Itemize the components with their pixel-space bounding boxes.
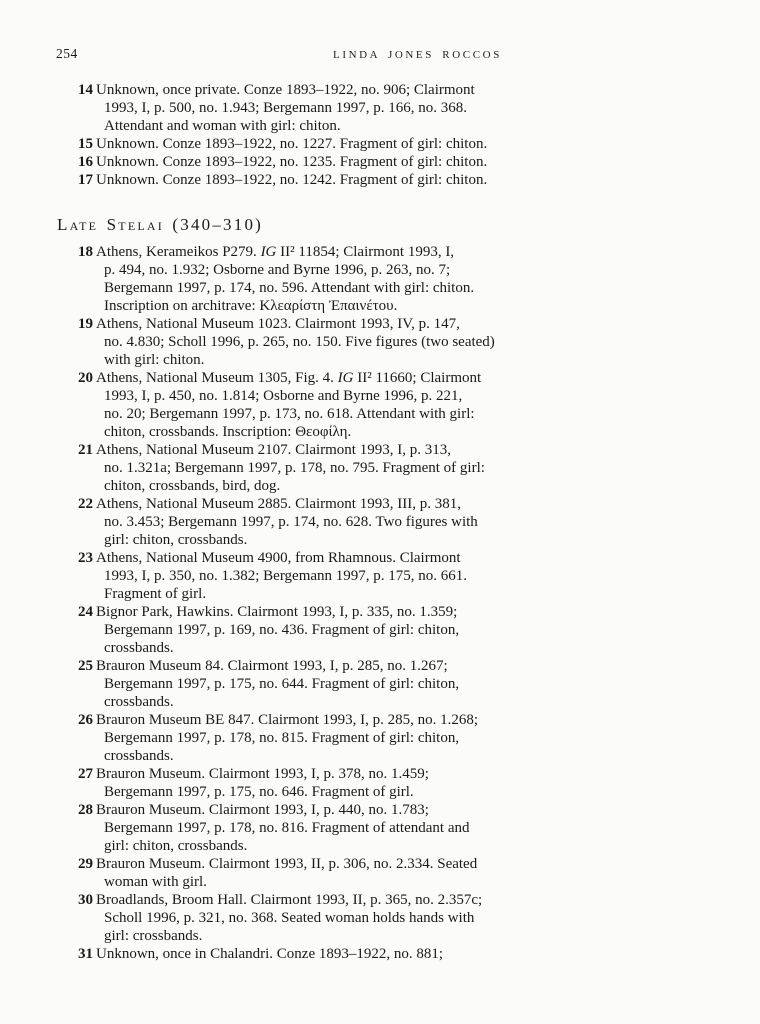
entry-number: 23 [78,550,93,566]
catalog-entry: 14 Unknown, once private. Conze 1893–1922, no. 906; Clairmont 1993, I, p. 500, no. 1.943; Bergemann 1997, p. 166, no. 368. Attendant and woman with girl: chiton. [78,82,475,134]
entry-number: 28 [78,802,93,818]
page-number: 254 [56,46,78,61]
entry-number: 26 [78,712,93,728]
entry-number: 25 [78,658,93,674]
entry-number: 18 [78,244,93,260]
entry-number: 17 [78,172,93,188]
entry-number: 19 [78,316,93,332]
entry-number: 30 [78,892,93,908]
italic-citation: IG [260,244,277,260]
catalog-entry: 31 Unknown, once in Chalandri. Conze 1893–1922, no. 881; [78,946,444,962]
catalog-entry: 17 Unknown. Conze 1893–1922, no. 1242. Fragment of girl: chiton. [78,172,488,188]
catalog-entry: 23 Athens, National Museum 4900, from Rhamnous. Clairmont 1993, I, p. 350, no. 1.382; Bergemann 1997, p. 175, no. 661. Fragment of girl. [78,550,468,602]
catalog-entry: 19 Athens, National Museum 1023. Clairmont 1993, IV, p. 147, no. 4.830; Scholl 1996, p. 265, no. 150. Five figures (two seated) with girl: chiton. [78,316,495,368]
catalog-entry: 27 Brauron Museum. Clairmont 1993, I, p. 378, no. 1.459; Bergemann 1997, p. 175, no. 646. Fragment of girl. [78,766,429,800]
entry-number: 22 [78,496,93,512]
entry-number: 24 [78,604,93,620]
catalog-entry: 16 Unknown. Conze 1893–1922, no. 1235. Fragment of girl: chiton. [78,154,488,170]
italic-citation: IG [337,370,354,386]
catalog-entry: 22 Athens, National Museum 2885. Clairmont 1993, III, p. 381, no. 3.453; Bergemann 1997, p. 174, no. 628. Two figures with girl: chiton, crossbands. [78,496,478,548]
catalog-entry: 25 Brauron Museum 84. Clairmont 1993, I, p. 285, no. 1.267; Bergemann 1997, p. 175, no. 644. Fragment of girl: chiton, crossbands. [78,658,460,710]
entry-number: 21 [78,442,93,458]
catalog-entry: 24 Bignor Park, Hawkins. Clairmont 1993, I, p. 335, no. 1.359; Bergemann 1997, p. 169, no. 436. Fragment of girl: chiton, crossbands. [78,604,460,656]
catalog-entry: 18 Athens, Kerameikos P279. IG II² 11854; Clairmont 1993, I, p. 494, no. 1.932; Osborne and Byrne 1996, p. 263, no. 7; Bergemann 1997, p. 174, no. 596. Attendant with girl: chiton. Inscription on architrave: Κλεαρίστη Ἐπαινέτου. [78,244,475,314]
catalog-entry: 30 Broadlands, Broom Hall. Clairmont 1993, II, p. 365, no. 2.357c; Scholl 1996, p. 321, no. 368. Seated woman holds hands with girl: crossbands. [78,892,483,944]
catalog-entry: 26 Brauron Museum BE 847. Clairmont 1993, I, p. 285, no. 1.268; Bergemann 1997, p. 178, no. 815. Fragment of girl: chiton, crossbands. [78,712,479,764]
running-head: LINDA JONES ROCCOS [333,49,502,61]
section-heading: Late Stelai (340–310) [57,215,264,234]
catalog-entry: 21 Athens, National Museum 2107. Clairmont 1993, I, p. 313, no. 1.321a; Bergemann 1997, p. 178, no. 795. Fragment of girl: chiton, crossbands, bird, dog. [78,442,485,494]
entry-number: 29 [78,856,93,872]
catalog-body [57,81,617,963]
entry-number: 20 [78,370,93,386]
catalog-entry: 28 Brauron Museum. Clairmont 1993, I, p. 440, no. 1.783; Bergemann 1997, p. 178, no. 816. Fragment of attendant and girl: chiton, crossbands. [78,802,470,854]
catalog-entry: 29 Brauron Museum. Clairmont 1993, II, p. 306, no. 2.334. Seated woman with girl. [78,856,478,890]
entry-list-late [57,243,617,963]
entry-number: 27 [78,766,93,782]
entry-list-early [57,81,617,189]
catalog-entry: 15 Unknown. Conze 1893–1922, no. 1227. Fragment of girl: chiton. [78,136,488,152]
entry-number: 31 [78,946,93,962]
entry-number: 16 [78,154,93,170]
entry-number: 14 [78,82,93,98]
catalog-entry: 20 Athens, National Museum 1305, Fig. 4. IG II² 11660; Clairmont 1993, I, p. 450, no. 1.814; Osborne and Byrne 1996, p. 221, no. 20; Bergemann 1997, p. 173, no. 618. Attendant with girl: chiton, crossbands. Inscription: Θεοφίλη. [78,370,482,440]
entry-number: 15 [78,136,93,152]
